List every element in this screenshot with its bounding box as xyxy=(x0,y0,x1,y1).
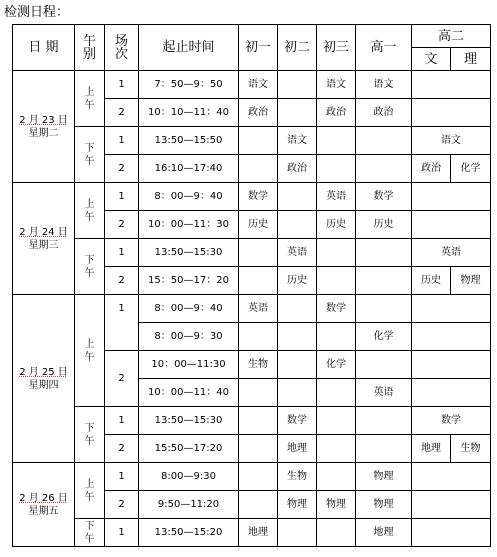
subject-cell xyxy=(412,491,491,519)
subject-cell xyxy=(317,435,356,463)
subject-cell xyxy=(412,379,491,407)
subject-cell: 化学 xyxy=(356,323,412,351)
subject-cell xyxy=(317,155,356,183)
session-cell: 1 xyxy=(105,239,139,267)
subject-cell: 生物 xyxy=(278,463,317,491)
subject-cell xyxy=(278,379,317,407)
time-cell: 7：50—9：50 xyxy=(139,71,239,99)
subject-cell xyxy=(278,71,317,99)
subject-cell: 物理 xyxy=(356,491,412,519)
subject-cell xyxy=(239,267,278,295)
subject-cell: 语文 xyxy=(356,71,412,99)
subject-cell: 数学 xyxy=(412,407,491,435)
subject-cell: 历史 xyxy=(278,267,317,295)
time-cell: 10：00—11：30 xyxy=(139,211,239,239)
session-cell: 1 xyxy=(105,407,139,435)
subject-cell xyxy=(412,323,491,351)
header-grade-2: 初二 xyxy=(278,25,317,71)
subject-cell xyxy=(278,99,317,127)
time-cell: 10：10—11：40 xyxy=(139,99,239,127)
time-cell: 15:50—17:20 xyxy=(139,435,239,463)
session-cell: 2 xyxy=(105,351,139,407)
subject-cell xyxy=(278,183,317,211)
period-pm: 下 午 xyxy=(75,519,105,547)
subject-cell: 地理 xyxy=(278,435,317,463)
period-am: 上 午 xyxy=(75,463,105,519)
subject-cell: 地理 xyxy=(356,519,412,547)
header-grade-3: 初三 xyxy=(317,25,356,71)
session-cell: 2 xyxy=(105,211,139,239)
subject-cell: 数学 xyxy=(317,295,356,323)
subject-cell: 英语 xyxy=(356,379,412,407)
subject-cell xyxy=(278,211,317,239)
subject-cell: 历史 xyxy=(412,267,451,295)
subject-cell: 历史 xyxy=(356,211,412,239)
subject-cell xyxy=(239,323,278,351)
subject-cell: 历史 xyxy=(239,211,278,239)
subject-cell xyxy=(278,351,317,379)
subject-cell xyxy=(412,211,491,239)
subject-cell: 生物 xyxy=(451,435,491,463)
period-pm: 下 午 xyxy=(75,407,105,463)
time-cell: 15：50—17：20 xyxy=(139,267,239,295)
subject-cell xyxy=(239,239,278,267)
subject-cell xyxy=(412,71,491,99)
subject-cell xyxy=(239,491,278,519)
subject-cell xyxy=(317,407,356,435)
time-cell: 8：00—9：40 xyxy=(139,295,239,323)
subject-cell xyxy=(356,127,412,155)
subject-cell xyxy=(317,323,356,351)
session-cell: 1 xyxy=(105,183,139,211)
subject-cell xyxy=(356,295,412,323)
subject-cell: 物理 xyxy=(451,267,491,295)
subject-cell: 政治 xyxy=(317,99,356,127)
subject-cell xyxy=(412,99,491,127)
subject-cell xyxy=(317,127,356,155)
subject-cell xyxy=(317,239,356,267)
subject-cell xyxy=(412,183,491,211)
subject-cell: 化学 xyxy=(317,351,356,379)
header-date: 日 期 xyxy=(13,25,75,71)
header-senior-2-li: 理 xyxy=(451,48,491,71)
session-cell: 2 xyxy=(105,155,139,183)
session-cell: 2 xyxy=(105,435,139,463)
subject-cell xyxy=(356,155,412,183)
subject-cell: 物理 xyxy=(278,491,317,519)
period-am: 上 午 xyxy=(75,71,105,127)
session-cell: 1 xyxy=(105,463,139,491)
subject-cell xyxy=(317,463,356,491)
header-session: 场 次 xyxy=(105,25,139,71)
subject-cell: 物理 xyxy=(356,463,412,491)
time-cell: 13:50—15:30 xyxy=(139,239,239,267)
period-pm: 下 午 xyxy=(75,127,105,183)
header-senior-1: 高一 xyxy=(356,25,412,71)
subject-cell xyxy=(239,127,278,155)
subject-cell: 政治 xyxy=(239,99,278,127)
subject-cell: 数学 xyxy=(356,183,412,211)
period-am: 上 午 xyxy=(75,183,105,239)
subject-cell xyxy=(412,351,491,379)
subject-cell: 数学 xyxy=(278,407,317,435)
subject-cell: 历史 xyxy=(317,211,356,239)
subject-cell: 政治 xyxy=(278,155,317,183)
subject-cell: 英语 xyxy=(317,183,356,211)
time-cell: 16:10—17:40 xyxy=(139,155,239,183)
subject-cell: 语文 xyxy=(412,127,491,155)
period-am: 上 午 xyxy=(75,295,105,407)
time-cell: 8:00—9:30 xyxy=(139,463,239,491)
session-cell: 1 xyxy=(105,127,139,155)
subject-cell: 语文 xyxy=(317,71,356,99)
subject-cell xyxy=(356,351,412,379)
session-cell: 2 xyxy=(105,491,139,519)
session-cell: 1 xyxy=(105,71,139,99)
time-cell: 13:50—15:20 xyxy=(139,519,239,547)
subject-cell xyxy=(317,267,356,295)
time-cell: 10：00—11:30 xyxy=(139,351,239,379)
subject-cell: 政治 xyxy=(412,155,451,183)
time-cell: 8：00—9：40 xyxy=(139,183,239,211)
subject-cell: 英语 xyxy=(278,239,317,267)
subject-cell xyxy=(239,463,278,491)
subject-cell xyxy=(356,435,412,463)
time-cell: 8：00—9：30 xyxy=(139,323,239,351)
subject-cell xyxy=(412,519,491,547)
header-senior-2: 高二 xyxy=(412,25,491,48)
subject-cell: 化学 xyxy=(451,155,491,183)
header-period: 午 别 xyxy=(75,25,105,71)
subject-cell: 英语 xyxy=(239,295,278,323)
session-cell: 2 xyxy=(105,99,139,127)
subject-cell: 生物 xyxy=(239,351,278,379)
subject-cell: 政治 xyxy=(356,99,412,127)
time-cell: 13:50—15:30 xyxy=(139,407,239,435)
header-time: 起止时间 xyxy=(139,25,239,71)
subject-cell xyxy=(356,267,412,295)
time-cell: 13:50—15:50 xyxy=(139,127,239,155)
subject-cell: 英语 xyxy=(412,239,491,267)
subject-cell xyxy=(278,295,317,323)
exam-schedule-table xyxy=(12,24,491,547)
subject-cell xyxy=(317,519,356,547)
subject-cell xyxy=(356,239,412,267)
subject-cell xyxy=(239,155,278,183)
date-cell: 2 月 24 日 星期三 xyxy=(13,183,75,295)
time-cell: 9:50—11:20 xyxy=(139,491,239,519)
subject-cell xyxy=(356,407,412,435)
subject-cell: 物理 xyxy=(317,491,356,519)
subject-cell xyxy=(239,435,278,463)
session-cell: 2 xyxy=(105,267,139,295)
subject-cell: 地理 xyxy=(239,519,278,547)
header-grade-1: 初一 xyxy=(239,25,278,71)
date-cell: 2 月 23 日 星期二 xyxy=(13,71,75,183)
subject-cell: 语文 xyxy=(239,71,278,99)
subject-cell xyxy=(412,463,491,491)
subject-cell xyxy=(278,519,317,547)
subject-cell xyxy=(239,407,278,435)
subject-cell: 数学 xyxy=(239,183,278,211)
period-pm: 下 午 xyxy=(75,239,105,295)
subject-cell xyxy=(278,323,317,351)
page-title: 检测日程： xyxy=(4,5,70,20)
subject-cell xyxy=(412,295,491,323)
date-cell: 2 月 26 日 星期五 xyxy=(13,463,75,547)
session-cell: 1 xyxy=(105,519,139,547)
subject-cell: 语文 xyxy=(278,127,317,155)
session-cell: 1 xyxy=(105,295,139,351)
header-senior-2-wen: 文 xyxy=(412,48,451,71)
subject-cell: 地理 xyxy=(412,435,451,463)
subject-cell xyxy=(317,379,356,407)
time-cell: 10：00—11：40 xyxy=(139,379,239,407)
subject-cell xyxy=(239,379,278,407)
date-cell: 2 月 25 日 星期四 xyxy=(13,295,75,463)
